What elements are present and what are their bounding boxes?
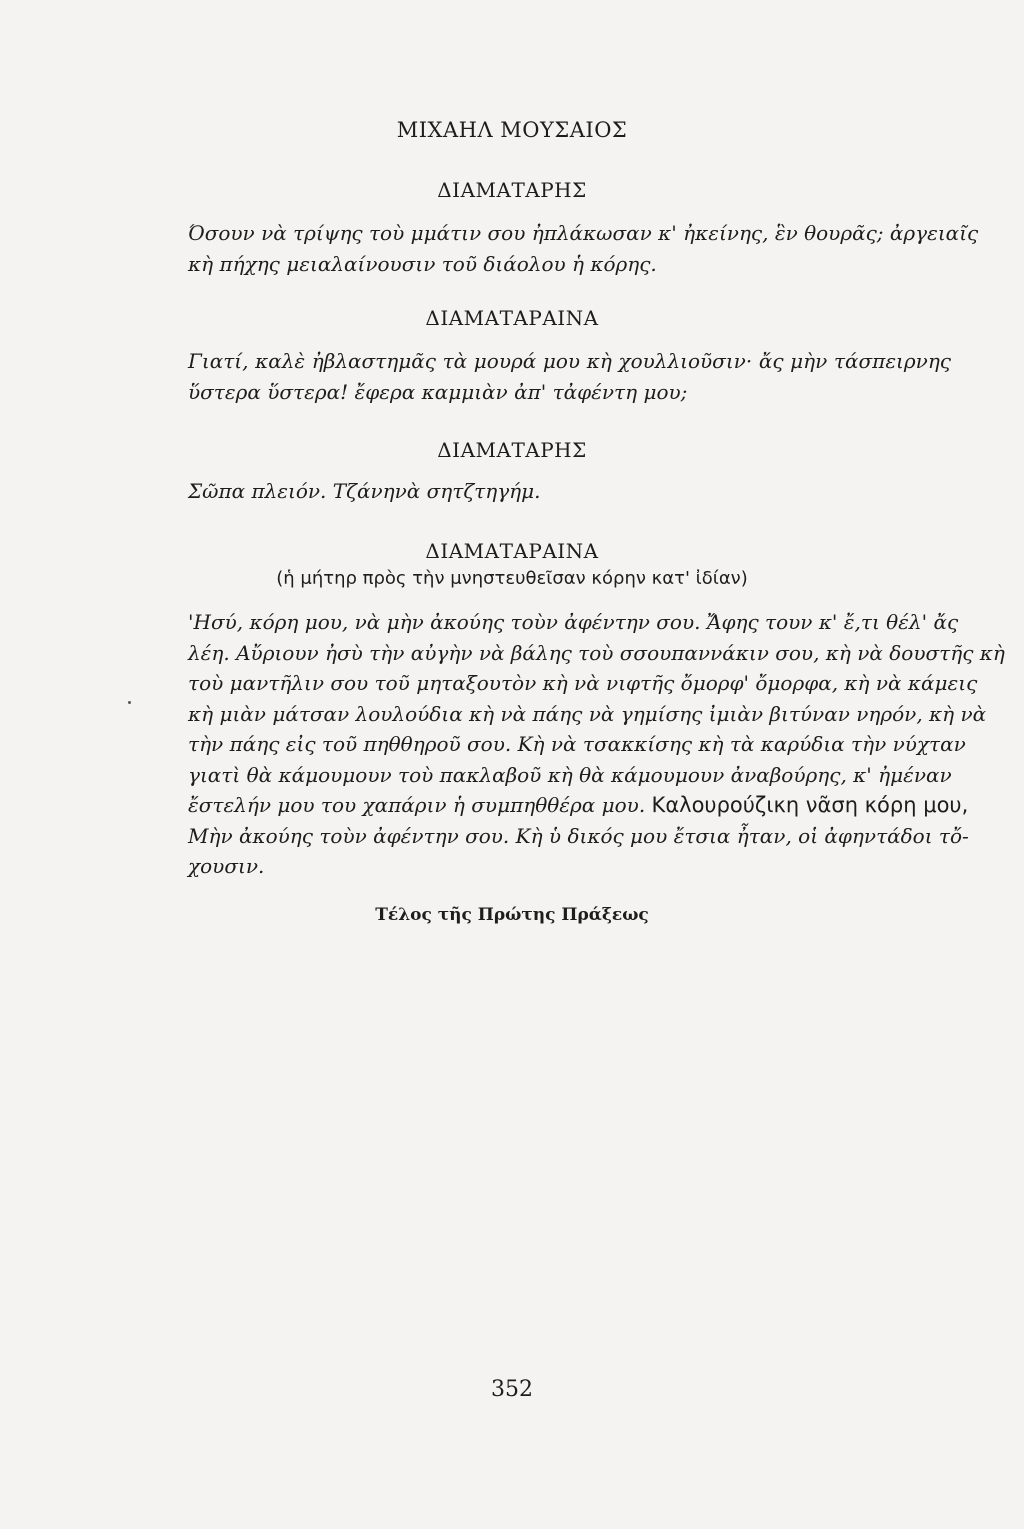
- ink-speck: [128, 701, 131, 704]
- dialogue-line-italic-part: ἔστελήν μου του χαπάριν ἡ συμπηθθέρα μου.: [188, 793, 646, 817]
- dialogue-line: 'Ησύ, κόρη μου, νὰ μὴν ἀκούης τοὺν ἀφέντην σου. Ἄφης τουν κ' ἔ,τι θέλ' ἄς: [188, 610, 959, 634]
- end-of-act-note: Τέλος τῆς Πρώτης Πράξεως: [375, 905, 649, 925]
- page-number: 352: [491, 1377, 533, 1402]
- dialogue-line: γιατὶ θὰ κάμουμουν τοὺ πακλαβοῦ κὴ θὰ κάμουμουν ἀναβούρης, κ' ἠμέναν: [188, 762, 952, 787]
- dialogue-line-upright-part: Καλουρούζικη νᾶση κόρη μου,: [651, 793, 969, 817]
- dialogue-line: Μὴν ἀκούης τοὺν ἀφέντην σου. Κὴ ὑ δικός μου ἔτσια ἦταν, οἱ ἀφηντάδοι τὄ-: [188, 823, 969, 848]
- dialogue-line: κὴ μιὰν μάτσαν λουλούδια κὴ νὰ πάης νὰ γημίσης ἰμιὰν βιτύναν νηρόν, κὴ νὰ: [188, 701, 987, 726]
- stage-direction: (ἡ μήτηρ πρὸς τὴν μνηστευθεῖσαν κόρην κατ' ἰδίαν): [276, 568, 748, 589]
- dialogue-line: τοὺ μαντῆλιν σου τοῦ μηταξουτὸν κὴ νὰ νιφτῆς ὄμορφ' ὄμορφα, κὴ νὰ κάμεις: [188, 671, 978, 695]
- speaker-name: ΔΙΑΜΑΤΑΡΗΣ: [437, 178, 587, 202]
- speaker-name: ΔΙΑΜΑΤΑΡΑΙΝΑ: [425, 539, 599, 563]
- dialogue-line: ὕστερα ὕστερα! ἔφερα καμμιὰν ἀπ' τἀφέντη μου;: [188, 379, 688, 404]
- dialogue-line: Σῶπα πλειόν. Τζάνηνὰ σητζτηγήμ.: [188, 479, 541, 503]
- dialogue-line: λέη. Αὔριουν ἠσὺ τὴν αὐγὴν νὰ βάλης τοὺ σσουπαννάκιν σου, κὴ νὰ δουστῆς κὴ: [188, 640, 1005, 665]
- dialogue-paragraph: [188, 218, 979, 279]
- dialogue-line: [188, 790, 969, 821]
- dialogue-line: κὴ πήχης μειαλαίνουσιν τοῦ διάολου ἡ κόρης.: [188, 251, 657, 276]
- dialogue-line: τὴν πάης εἰς τοῦ πηθθηροῦ σου. Κὴ νὰ τσακκίσης κὴ τὰ καρύδια τὴν νύχταν: [188, 732, 966, 756]
- author-heading: ΜΙΧΑΗΛ ΜΟΥΣΑΙΟΣ: [396, 118, 628, 142]
- dialogue-paragraph: [188, 346, 951, 407]
- dialogue-paragraph: [188, 476, 951, 507]
- speaker-name: ΔΙΑΜΑΤΑΡΑΙΝΑ: [425, 306, 599, 330]
- dialogue-paragraph: [188, 607, 1005, 882]
- speaker-name: ΔΙΑΜΑΤΑΡΗΣ: [437, 438, 587, 462]
- dialogue-line: Όσουν νὰ τρίψης τοὺ μμάτιν σου ἠπλάκωσαν κ' ἠκείνης, ἓν θουρᾶς; ἀργειαῖς: [188, 221, 979, 245]
- dialogue-line: χουσιν.: [188, 854, 265, 878]
- dialogue-line: Γιατί, καλὲ ἠβλαστημᾶς τὰ μουρά μου κὴ χουλλιοῦσιν· ἄς μὴν τάσπειρνης: [188, 349, 951, 373]
